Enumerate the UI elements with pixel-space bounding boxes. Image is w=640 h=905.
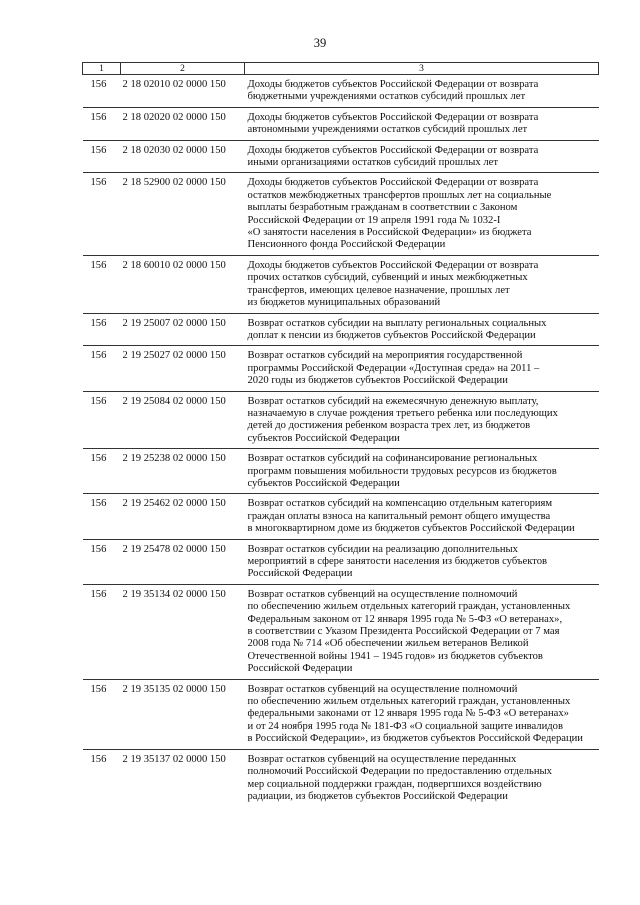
income-name-cell (245, 494, 599, 539)
budget-code-cell: 2 18 02020 02 0000 150 (121, 107, 245, 140)
table-row (83, 107, 599, 140)
income-name-line: назначаемую в случае рождения третьего ребенка или последующих (247, 407, 558, 419)
income-name-line: Возврат остатков субвенций на осуществление полномочий (247, 683, 518, 695)
admin-code-cell: 156 (83, 539, 121, 584)
income-name-line: полномочий Российской Федерации по предоставлению отдельных (247, 766, 552, 778)
income-name-line: федеральными законами от 12 января 1995 года № 5-ФЗ «О ветеранах» (247, 708, 569, 720)
table-row (83, 313, 599, 346)
budget-code-cell: 2 19 25084 02 0000 150 (121, 391, 245, 449)
admin-code-cell: 156 (83, 584, 121, 679)
budget-code-cell: 2 18 02030 02 0000 150 (121, 140, 245, 173)
admin-code-cell: 156 (83, 255, 121, 313)
table-row (83, 255, 599, 313)
income-name-line: мероприятий в сфере занятости населения из бюджетов субъектов (247, 556, 548, 567)
budget-code-cell: 2 19 25027 02 0000 150 (121, 346, 245, 391)
income-name-cell (245, 449, 599, 494)
income-name-line: остатков межбюджетных трансфертов прошлых лет на социальные (247, 189, 552, 201)
income-name-line: Возврат остатков субсидий на компенсацию отдельным категориям (247, 498, 553, 510)
table-row (83, 140, 599, 173)
budget-code-cell: 2 19 25478 02 0000 150 (121, 539, 245, 584)
income-name-line: Возврат остатков субсидий на ежемесячную денежную выплату, (247, 395, 539, 407)
budget-code-cell: 2 18 02010 02 0000 150 (121, 75, 245, 108)
budget-code-cell: 2 19 35137 02 0000 150 (122, 753, 226, 765)
income-name-line: программ повышения мобильности трудовых ресурсов из бюджетов (247, 465, 557, 477)
income-name-line: детей до достижения ребенком возраста трех лет, из бюджетов (247, 420, 531, 432)
income-name-line: Возврат остатков субсидий на мероприятия государственной (247, 350, 523, 362)
income-name-line: радиации, из бюджетов субъектов Российской Федерации (247, 790, 508, 802)
income-name-cell (245, 346, 599, 391)
income-name-line: «О занятости населения в Российской Федерации» из бюджета (247, 227, 532, 239)
income-name-line: Возврат остатков субсидий на софинансирование региональных (247, 453, 538, 465)
table-row (83, 679, 599, 749)
income-name-line: Доходы бюджетов субъектов Российской Федерации от возврата (247, 144, 539, 156)
income-name-cell (245, 107, 599, 140)
table-row (83, 749, 599, 806)
income-codes-table (82, 62, 599, 806)
income-name-line: Российской Федерации от 19 апреля 1991 года № 1032-I (247, 214, 501, 226)
income-name-line: программы Российской Федерации «Доступная среда» на 2011 – (247, 362, 540, 374)
income-name-line: Российской Федерации (247, 568, 353, 580)
income-name-line: по обеспечению жильем отдельных категорий граждан, установленных (247, 601, 571, 613)
admin-code-cell: 156 (83, 75, 121, 108)
income-name-cell (245, 749, 599, 806)
income-name-line: Доходы бюджетов субъектов Российской Федерации от возврата (247, 111, 539, 123)
income-name-line: Возврат остатков субсидии на выплату региональных социальных (247, 317, 547, 329)
table-row (83, 75, 599, 108)
income-name-cell (245, 539, 599, 584)
admin-code-cell: 156 (83, 173, 121, 255)
income-name-cell (245, 679, 599, 749)
table-row (83, 584, 599, 679)
income-name-line: Доходы бюджетов субъектов Российской Федерации от возврата (247, 177, 539, 189)
income-name-line: в многоквартирном доме из бюджетов субъектов Российской Федерации (247, 523, 575, 535)
income-name-line: выплаты безработным гражданам в соответствии с Законом (247, 202, 518, 214)
column-header-1: 1 (83, 63, 121, 75)
table-row (83, 449, 599, 494)
income-name-line: Пенсионного фонда Российской Федерации (247, 239, 446, 251)
table-header-row (83, 63, 599, 75)
income-name-line: иными организациями остатков субсидий прошлых лет (247, 157, 498, 169)
admin-code-cell: 156 (83, 679, 121, 749)
income-name-line: 2020 годы из бюджетов субъектов Российской Федерации (247, 375, 508, 387)
income-name-line: и от 24 ноября 1995 года № 181-ФЗ «О социальной защите инвалидов (247, 720, 563, 732)
column-header-2: 2 (121, 63, 245, 75)
income-name-line: субъектов Российской Федерации (247, 432, 400, 444)
admin-code-cell: 156 (83, 140, 121, 173)
admin-code-cell: 156 (83, 391, 121, 449)
income-name-line: Доходы бюджетов субъектов Российской Федерации от возврата (247, 259, 539, 271)
admin-code-cell: 156 (83, 313, 121, 346)
income-name-line: Возврат остатков субвенций на осуществление переданных (247, 753, 517, 765)
income-name-cell (245, 584, 599, 679)
income-name-line: доплат к пенсии из бюджетов субъектов Российской Федерации (247, 329, 536, 341)
admin-code-cell: 156 (83, 494, 121, 539)
income-name-line: Российской Федерации (247, 663, 353, 675)
income-name-line: Возврат остатков субсидии на реализацию дополнительных (247, 543, 518, 555)
income-name-line: мер социальной поддержки граждан, подвергшихся воздействию (247, 778, 542, 790)
admin-code-cell: 156 (90, 753, 107, 765)
income-name-line: автономными учреждениями остатков субсидий прошлых лет (247, 124, 528, 136)
income-name-line: из бюджетов муниципальных образований (247, 297, 441, 309)
income-name-line: бюджетными учреждениями остатков субсидий прошлых лет (247, 91, 526, 103)
table-row (83, 391, 599, 449)
income-name-line: Федеральным законом от 12 января 1995 года № 5-ФЗ «О ветеранах», (247, 613, 563, 625)
income-name-line: в Российской Федерации», из бюджетов субъектов Российской Федерации (247, 733, 583, 745)
income-name-cell (245, 391, 599, 449)
budget-code-cell: 2 19 25462 02 0000 150 (121, 494, 245, 539)
income-name-cell (245, 173, 599, 255)
budget-code-cell: 2 19 35134 02 0000 150 (121, 584, 245, 679)
table-row (83, 494, 599, 539)
budget-code-cell: 2 18 60010 02 0000 150 (121, 255, 245, 313)
table-row (83, 346, 599, 391)
income-name-line: 2008 года № 714 «Об обеспечении жильем ветеранов Великой (247, 638, 529, 650)
income-name-cell (245, 255, 599, 313)
income-name-line: трансфертов, имеющих целевое назначение, прошлых лет (247, 284, 510, 296)
income-name-line: Возврат остатков субвенций на осуществление полномочий (247, 588, 518, 600)
income-name-line: граждан оплаты взноса на капитальный ремонт общего имущества (247, 510, 551, 522)
income-name-line: прочих остатков субсидий, субвенций и иных межбюджетных (247, 272, 528, 284)
income-name-cell (245, 75, 599, 108)
income-name-line: по обеспечению жильем отдельных категорий граждан, установленных (247, 696, 571, 708)
column-header-3: 3 (245, 63, 599, 75)
budget-code-cell: 2 19 25007 02 0000 150 (121, 313, 245, 346)
table-row (83, 539, 599, 584)
income-name-line: субъектов Российской Федерации (247, 477, 400, 489)
income-name-line: Доходы бюджетов субъектов Российской Федерации от возврата (247, 79, 539, 90)
admin-code-cell: 156 (83, 107, 121, 140)
income-name-cell (245, 313, 599, 346)
income-name-cell (245, 140, 599, 173)
admin-code-cell: 156 (83, 346, 121, 391)
budget-code-cell: 2 18 52900 02 0000 150 (121, 173, 245, 255)
budget-code-cell: 2 19 35135 02 0000 150 (121, 679, 245, 749)
admin-code-cell: 156 (83, 449, 121, 494)
table-row (83, 173, 599, 255)
income-name-line: Отечественной войны 1941 – 1945 годов» из бюджетов субъектов (247, 650, 543, 662)
income-name-line: в соответствии с Указом Президента Российской Федерации от 7 мая (247, 626, 560, 638)
table-body (83, 75, 599, 807)
page-number: 39 (313, 36, 327, 50)
budget-code-cell: 2 19 25238 02 0000 150 (121, 449, 245, 494)
